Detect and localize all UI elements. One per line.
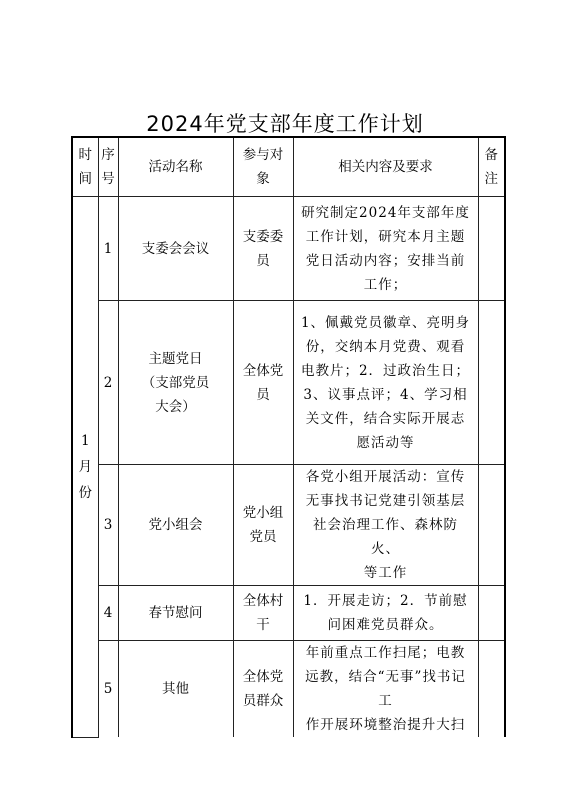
header-note: 备 注 — [478, 137, 505, 197]
activity-name: 其他 — [118, 641, 233, 738]
content-requirements: 研究制定2024年支部年度 工作计划，研究本月主题 党日活动内容；安排当前 工作； — [293, 197, 478, 301]
table-row — [72, 641, 505, 738]
row-number: 1 — [98, 197, 118, 301]
activity-name: 春节慰问 — [118, 586, 233, 641]
participants: 全体党 员群众 — [233, 641, 293, 738]
note-cell — [478, 197, 505, 301]
note-cell — [478, 465, 505, 586]
table-row — [72, 465, 505, 586]
work-plan-table — [71, 136, 506, 738]
content-requirements: 各党小组开展活动：宣传 无事找书记党建引领基层 社会治理工作、森林防火、 等工作 — [293, 465, 478, 586]
table-row — [72, 586, 505, 641]
row-number: 3 — [98, 465, 118, 586]
table-row — [72, 301, 505, 465]
participants: 全体党 员 — [233, 301, 293, 465]
participants: 党小组 党员 — [233, 465, 293, 586]
content-requirements: 年前重点工作扫尾；电教 远教，结合“无事”找书记工 作开展环境整治提升大扫 — [293, 641, 478, 738]
participants: 支委委 员 — [233, 197, 293, 301]
note-cell — [478, 641, 505, 738]
table-header-row — [72, 137, 505, 197]
month-cell: 1 月 份 — [72, 197, 98, 738]
activity-name: 党小组会 — [118, 465, 233, 586]
header-time: 时 间 — [72, 137, 98, 197]
header-number: 序 号 — [98, 137, 118, 197]
table-row — [72, 197, 505, 301]
activity-name: 支委会会议 — [118, 197, 233, 301]
row-number: 4 — [98, 586, 118, 641]
note-cell — [478, 301, 505, 465]
page-title: 2024年党支部年度工作计划 — [146, 112, 424, 136]
participants: 全体村 干 — [233, 586, 293, 641]
header-activity-name: 活动名称 — [118, 137, 233, 197]
row-number: 2 — [98, 301, 118, 465]
header-participants: 参与对 象 — [233, 137, 293, 197]
content-requirements: 1．开展走访；2．节前慰 问困难党员群众。 — [293, 586, 478, 641]
row-number: 5 — [98, 641, 118, 738]
header-content-requirements: 相关内容及要求 — [293, 137, 478, 197]
activity-name: 主题党日 （支部党员 大会） — [118, 301, 233, 465]
note-cell — [478, 586, 505, 641]
content-requirements: 1、佩戴党员徽章、亮明身 份，交纳本月党费、观看 电教片；2．过政治生日； 3、议事点评；4、学习相 关文件，结合实际开展志 愿活动等 — [293, 301, 478, 465]
